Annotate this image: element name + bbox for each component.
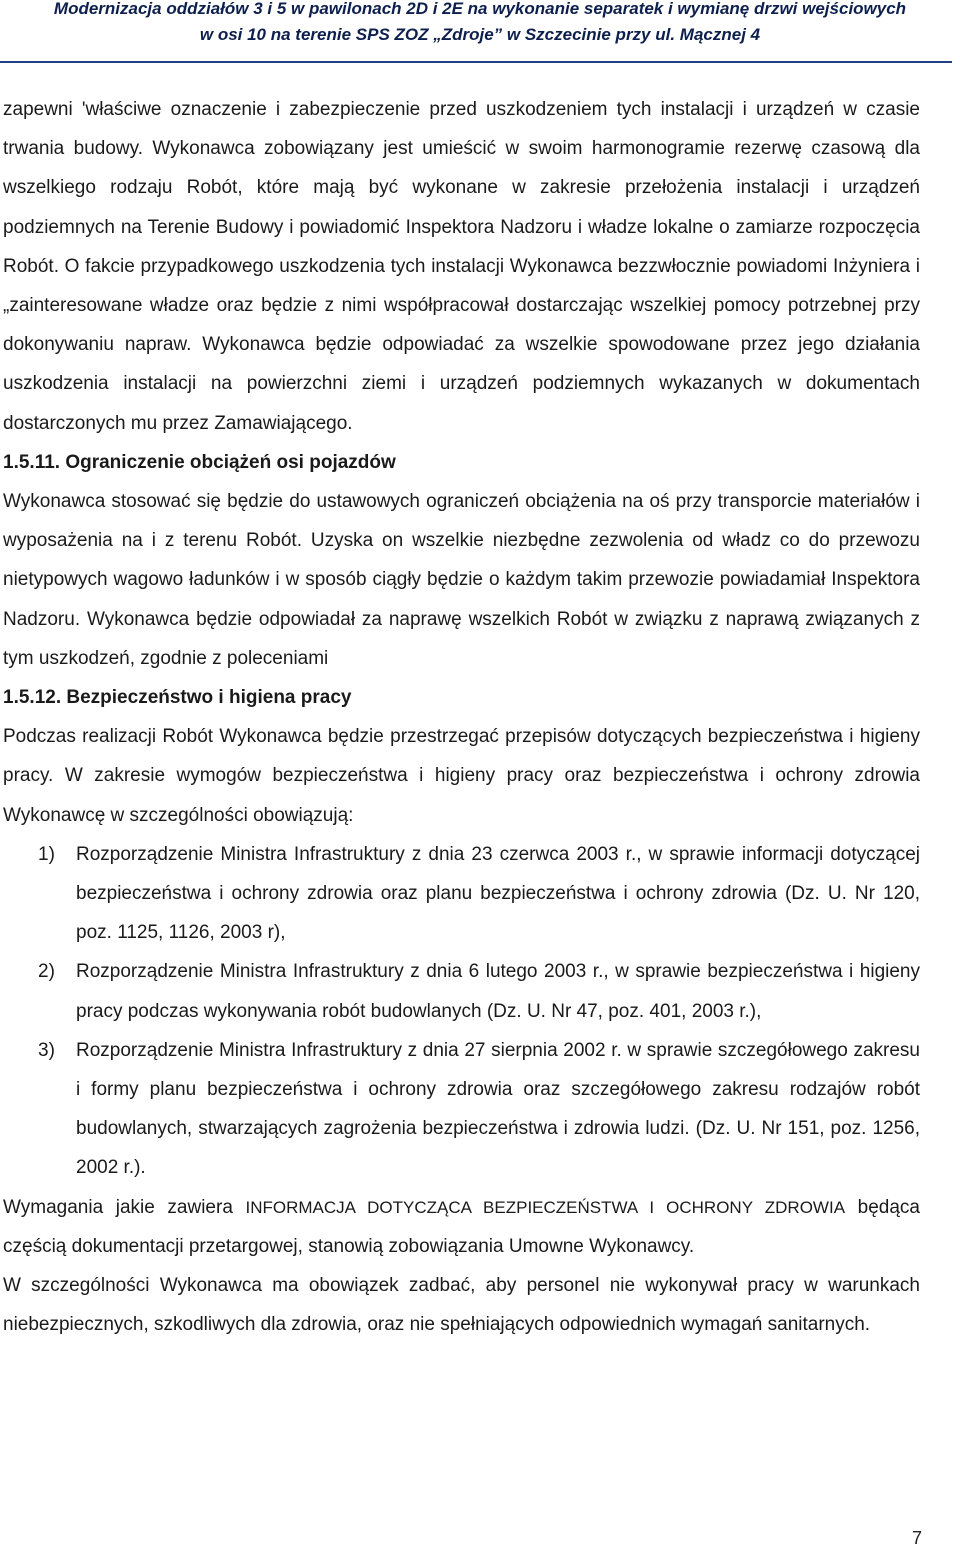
header-title-line-1: Modernizacja oddziałów 3 i 5 w pawilonach 2D i 2E na wykonanie separatek i wymianę drzwi wejściowych (53, 0, 907, 18)
list-item-number: 2) (38, 961, 55, 983)
regulations-list (3, 835, 920, 1188)
list-item-number: 3) (38, 1039, 55, 1061)
list-item (3, 1031, 920, 1188)
page-header (0, 0, 960, 48)
requirements-text-end: będąca częścią dokumentacji przetargowej, stanowią zobowiązania Umowne Wykonawcy. (3, 1196, 920, 1257)
list-item-text: Rozporządzenie Ministra Infrastruktury z dnia 27 sierpnia 2002 r. w sprawie szczegółowego zakresu i formy planu bezpieczeństwa i ochrony zdrowia oraz szczegółowego zakresu rodzajów robót budowlanych, stwarzających zagrożenia bezpieczeństwa i zdrowia ludzi. (Dz. U. Nr 151, poz. 1256, 2002 r.). (76, 1039, 920, 1179)
page-number: 7 (911, 1528, 922, 1548)
list-item (3, 835, 920, 953)
section-heading-axle-load: 1.5.11. Ograniczenie obciążeń osi pojazdów (3, 451, 396, 473)
list-item-text: Rozporządzenie Ministra Infrastruktury z dnia 6 lutego 2003 r., w sprawie bezpieczeństwa i higieny pracy podczas wykonywania robót budowlanych (Dz. U. Nr 47, poz. 401, 2003 r.), (76, 961, 920, 1022)
paragraph-health-safety: Podczas realizacji Robót Wykonawca będzie przestrzegać przepisów dotyczących bezpieczeństwa i higieny pracy. W zakresie wymogów bezpieczeństwa i higieny pracy oraz bezpieczeństwa i ochrony zdrowia Wykonawcę w szczególności obowiązują: (3, 726, 920, 826)
requirements-text-start: Wymagania jakie zawiera (3, 1196, 246, 1218)
paragraph-installations: zapewni 'właściwe oznaczenie i zabezpieczenie przed uszkodzeniem tych instalacji i urządzeń w czasie trwania budowy. Wykonawca zobowiązany jest umieścić w swoim harmonogramie rezerwę czasową dla wszelkiego rodzaju Robót, które mają być wykonane w zakresie przełożenia instalacji i urządzeń podziemnych na Terenie Budowy i powiadomić Inspektora Nadzoru i władze lokalne o zamiarze rozpoczęcia Robót. O fakcie przypadkowego uszkodzenia tych instalacji Wykonawca bezzwłocznie powiadomi Inżyniera i „zainteresowane władze oraz będzie z nimi współpracował dostarczając wszelkiej pomocy potrzebnej przy dokonywaniu napraw. Wykonawca będzie odpowiadać za wszelkie spowodowane przez jego działania uszkodzenia instalacji na powierzchni ziemi i urządzeń podziemnych wykazanych w dokumentach dostarczonych mu przez Zamawiającego. (3, 99, 920, 434)
requirements-document-title: INFORMACJA DOTYCZĄCA BEZPIECZEŃSTWA I OCHRONY ZDROWIA (245, 1197, 846, 1217)
list-item-text: Rozporządzenie Ministra Infrastruktury z dnia 23 czerwca 2003 r., w sprawie informacji dotyczącej bezpieczeństwa i ochrony zdrowia oraz planu bezpieczeństwa i ochrony zdrowia (Dz. U. Nr 120, poz. 1125, 1126, 2003 r), (76, 843, 920, 944)
header-title-line-2: w osi 10 na terenie SPS ZOZ „Zdroje” w Szczecinie przy ul. Mącznej 4 (199, 25, 761, 44)
paragraph-requirements (3, 1188, 920, 1266)
document-body (3, 90, 920, 1345)
list-item-number: 1) (38, 843, 55, 865)
paragraph-axle-load: Wykonawca stosować się będzie do ustawowych ograniczeń obciążenia na oś przy transporcie materiałów i wyposażenia na i z terenu Robót. Uzyska on wszelkie niezbędne zezwolenia od władz co do przewozu nietypowych wagowo ładunków i w sposób ciągły będzie o każdym takim przewozie powiadamiał Inspektora Nadzoru. Wykonawca będzie odpowiadał za naprawę wszelkich Robót w związku z naprawą związanych z tym uszkodzeń, zgodnie z poleceniami (3, 491, 920, 669)
section-heading-health-safety: 1.5.12. Bezpieczeństwo i higiena pracy (3, 687, 352, 709)
list-item (3, 952, 920, 1030)
header-divider (0, 61, 952, 63)
paragraph-personnel: W szczególności Wykonawca ma obowiązek zadbać, aby personel nie wykonywał pracy w warunkach niebezpiecznych, szkodliwych dla zdrowia, oraz nie spełniających odpowiednich wymagań sanitarnych. (3, 1275, 920, 1336)
